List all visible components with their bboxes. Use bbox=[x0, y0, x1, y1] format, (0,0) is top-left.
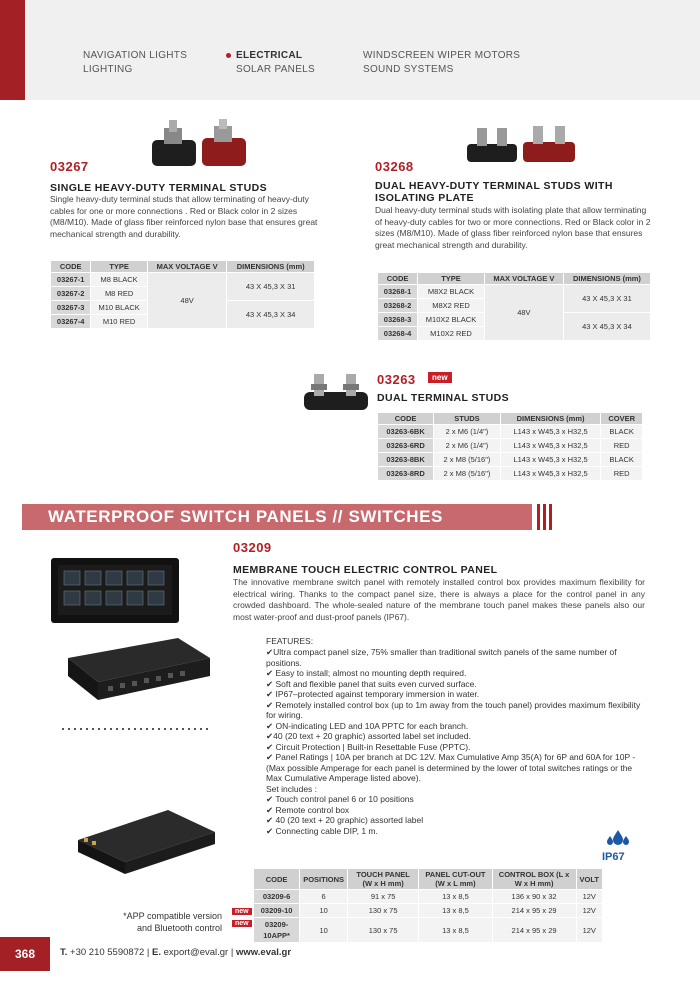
new-badge: new bbox=[428, 372, 452, 383]
table-row bbox=[254, 904, 603, 918]
footer-email[interactable]: export@eval.gr bbox=[163, 947, 229, 958]
product-code-03268: 03268 bbox=[375, 159, 414, 174]
nav-lighting[interactable]: LIGHTING bbox=[83, 64, 133, 75]
cell-dimensions: L143 x W45,3 x H32,5 bbox=[500, 467, 601, 481]
cell-dimensions: L143 x W45,3 x H32,5 bbox=[500, 425, 601, 439]
cell-code: 03209-10APP* bbox=[254, 918, 300, 943]
footer-phone[interactable]: +30 210 5590872 bbox=[70, 947, 145, 958]
new-badge: new bbox=[232, 920, 252, 927]
product-title-03268: DUAL HEAVY-DUTY TERMINAL STUDS WITH ISOLATING PLATE bbox=[375, 180, 613, 204]
product-title-03267: SINGLE HEAVY-DUTY TERMINAL STUDS bbox=[50, 182, 267, 194]
cell-studs: 2 x M6 (1/4") bbox=[434, 439, 501, 453]
th-type: TYPE bbox=[418, 273, 485, 285]
cell-panel-cutout: 13 x 8,5 bbox=[419, 904, 492, 918]
list-item: ✔ ON-indicating LED and 10A PPTC for each branch. bbox=[266, 720, 469, 731]
cell-code: 03267-1 bbox=[51, 273, 91, 287]
phone-label: T. bbox=[60, 947, 68, 958]
product-desc-03267: Single heavy-duty terminal studs that allow terminating of heavy-duty cables for one or more connections . Red or Black color in 2 sizes (M8/M10). Made of glass fiber reinforced nylon base that ensures great mechanical strength and durability. bbox=[50, 194, 318, 239]
section-stripe bbox=[543, 504, 546, 530]
cell-cover: RED bbox=[601, 439, 643, 453]
product-title-03263: DUAL TERMINAL STUDS bbox=[377, 392, 510, 404]
table-row bbox=[254, 890, 603, 904]
cell-voltage: 48V bbox=[147, 273, 227, 329]
cell-dimensions: 43 X 45,3 X 31 bbox=[227, 273, 315, 301]
cell-type: M8X2 BLACK bbox=[418, 285, 485, 299]
cell-type: M8X2 RED bbox=[418, 299, 485, 313]
active-dot-icon bbox=[226, 53, 231, 58]
th-dimensions: DIMENSIONS (mm) bbox=[227, 261, 315, 273]
cell-type: M10 BLACK bbox=[91, 301, 147, 315]
list-item: ✔ Panel Ratings | 10A per branch at DC 12V. Max Cumulative Amp 35(A) for 6P and 60A for 10P - (Max possible Amperage for each panel is determined by the lower of total switches ratings or the Max Cumulative Amperage listed above). bbox=[266, 752, 636, 783]
cell-panel-cutout: 13 x 8,5 bbox=[419, 890, 492, 904]
footer-separator: | bbox=[146, 947, 150, 958]
cell-cover: BLACK bbox=[601, 425, 643, 439]
cell-type: M10X2 BLACK bbox=[418, 313, 485, 327]
cell-code: 03263-6RD bbox=[378, 439, 434, 453]
app-note-line: and Bluetooth control bbox=[136, 923, 222, 933]
list-item: ✔ IP67–protected against temporary immersion in water. bbox=[266, 689, 480, 699]
cell-code: 03263-6BK bbox=[378, 425, 434, 439]
th-code: CODE bbox=[378, 413, 434, 425]
control-box-angle-image bbox=[70, 800, 220, 875]
list-item: ✔ Remote control box bbox=[266, 804, 350, 815]
cell-studs: 2 x M8 (5/16") bbox=[434, 453, 501, 467]
new-badge: new bbox=[232, 908, 252, 915]
spec-table-03263 bbox=[377, 412, 643, 481]
list-item: ✔ Soft and flexible panel that suits even curved surface. bbox=[266, 678, 477, 689]
cell-volt: 12V bbox=[576, 890, 602, 904]
nav-electrical[interactable]: ELECTRICAL bbox=[236, 50, 303, 61]
dual-terminal-studs-image bbox=[300, 368, 372, 418]
table-row bbox=[378, 467, 643, 481]
cell-dimensions: L143 x W45,3 x H32,5 bbox=[500, 439, 601, 453]
cell-code: 03268-2 bbox=[378, 299, 418, 313]
cell-touch-panel: 130 x 75 bbox=[348, 918, 419, 943]
nav-navigation-lights[interactable]: NAVIGATION LIGHTS bbox=[83, 50, 188, 61]
th-code: CODE bbox=[378, 273, 418, 285]
nav-solar-panels[interactable]: SOLAR PANELS bbox=[236, 64, 316, 75]
cell-control-box: 214 x 95 x 29 bbox=[492, 918, 576, 943]
list-item: ✔ Easy to install; almost no mounting depth required. bbox=[266, 668, 467, 678]
section-title: WATERPROOF SWITCH PANELS // SWITCHES bbox=[48, 507, 443, 526]
cell-positions: 10 bbox=[300, 918, 348, 943]
nav-wiper-motors[interactable]: WINDSCREEN WIPER MOTORS bbox=[363, 50, 521, 61]
th-touch-panel: TOUCH PANEL (W x H mm) bbox=[348, 869, 419, 890]
spec-table-03268 bbox=[377, 272, 651, 341]
cell-panel-cutout: 13 x 8,5 bbox=[419, 918, 492, 943]
cell-code: 03268-4 bbox=[378, 327, 418, 341]
cell-dimensions: L143 x W45,3 x H32,5 bbox=[500, 453, 601, 467]
product-code-03267: 03267 bbox=[50, 159, 89, 174]
th-dimensions: DIMENSIONS (mm) bbox=[500, 413, 601, 425]
product-code-03209: 03209 bbox=[233, 540, 272, 555]
th-cover: COVER bbox=[601, 413, 643, 425]
th-positions: POSITIONS bbox=[300, 869, 348, 890]
cell-touch-panel: 91 x 75 bbox=[348, 890, 419, 904]
cell-code: 03267-4 bbox=[51, 315, 91, 329]
product-desc-03209: The innovative membrane switch panel with remotely installed control box provides maximum flexibility for electrical wiring. Thanks to the compact panel size, there is always a place for the control panel in any crowded dashboard. The whole-sealed nature of the membrane touch panel makes these panels also our most water-proof and dust-proof panels (IP67). bbox=[233, 577, 645, 622]
dual-terminal-stud-image bbox=[465, 118, 580, 173]
section-stripe bbox=[549, 504, 552, 530]
table-row bbox=[254, 918, 603, 943]
cell-dimensions: 43 X 45,3 X 31 bbox=[563, 285, 650, 313]
table-row bbox=[51, 273, 315, 287]
cell-voltage: 48V bbox=[484, 285, 563, 341]
list-item: ✔ Touch control panel 6 or 10 positions bbox=[266, 794, 414, 804]
list-item: ✔40 (20 text + 20 graphic) assorted label set included. bbox=[266, 731, 471, 741]
cable-divider bbox=[60, 725, 210, 733]
cell-code: 03209-6 bbox=[254, 890, 300, 904]
th-studs: STUDS bbox=[434, 413, 501, 425]
cell-touch-panel: 130 x 75 bbox=[348, 904, 419, 918]
cell-type: M10X2 RED bbox=[418, 327, 485, 341]
water-drops-icon bbox=[606, 828, 630, 850]
cell-code: 03267-3 bbox=[51, 301, 91, 315]
cell-control-box: 136 x 90 x 32 bbox=[492, 890, 576, 904]
section-bar bbox=[22, 504, 532, 530]
th-dimensions: DIMENSIONS (mm) bbox=[563, 273, 650, 285]
list-item: ✔ Connecting cable DIP, 1 m. bbox=[266, 825, 378, 836]
th-code: CODE bbox=[51, 261, 91, 273]
footer-website[interactable]: www.eval.gr bbox=[235, 947, 292, 958]
product-title-03209: MEMBRANE TOUCH ELECTRIC CONTROL PANEL bbox=[233, 564, 498, 576]
section-stripe bbox=[537, 504, 540, 530]
product-desc-03268: Dual heavy-duty terminal studs with isolating plate that allow terminating of heavy-duty cables for two or more connections. Red or Black color in 2 sizes (M8/M10). Made of glass fiber reinforced nylon base that ensures great mechanical strength and durability. bbox=[375, 205, 651, 250]
cell-cover: RED bbox=[601, 467, 643, 481]
nav-sound-systems[interactable]: SOUND SYSTEMS bbox=[363, 64, 454, 75]
email-label: E. bbox=[152, 947, 161, 958]
table-row bbox=[378, 425, 643, 439]
includes-label: Set includes : bbox=[266, 783, 318, 794]
cell-code: 03268-3 bbox=[378, 313, 418, 327]
th-panel-cutout: PANEL CUT-OUT (W x L mm) bbox=[419, 869, 492, 890]
cell-volt: 12V bbox=[576, 918, 602, 943]
cell-positions: 6 bbox=[300, 890, 348, 904]
list-item: ✔Ultra compact panel size, 75% smaller than traditional switch panels of the same number of positions. bbox=[266, 647, 617, 668]
cell-code: 03267-2 bbox=[51, 287, 91, 301]
th-type: TYPE bbox=[91, 261, 147, 273]
table-row bbox=[378, 285, 651, 299]
features-label: FEATURES: bbox=[266, 636, 314, 646]
spec-table-03267 bbox=[50, 260, 315, 329]
th-voltage: MAX VOLTAGE V bbox=[484, 273, 563, 285]
cell-dimensions: 43 X 45,3 X 34 bbox=[227, 301, 315, 329]
header-red-bar bbox=[0, 0, 25, 100]
list-item: ✔ Circuit Protection | Built-in Resettable Fuse (PPTC). bbox=[266, 741, 471, 752]
app-note bbox=[90, 910, 222, 934]
product-code-03263: 03263 bbox=[377, 372, 416, 387]
cell-type: M10 RED bbox=[91, 315, 147, 329]
cell-studs: 2 x M6 (1/4") bbox=[434, 425, 501, 439]
features-list bbox=[266, 647, 648, 836]
spec-table-03209 bbox=[253, 868, 603, 943]
cell-code: 03209-10 bbox=[254, 904, 300, 918]
cell-positions: 10 bbox=[300, 904, 348, 918]
control-box-image bbox=[58, 628, 216, 708]
cell-volt: 12V bbox=[576, 904, 602, 918]
cell-studs: 2 x M8 (5/16") bbox=[434, 467, 501, 481]
cell-cover: BLACK bbox=[601, 453, 643, 467]
th-code: CODE bbox=[254, 869, 300, 890]
ip67-label: IP67 bbox=[602, 851, 625, 863]
table-row bbox=[378, 439, 643, 453]
terminal-stud-image bbox=[150, 118, 250, 173]
footer-separator: | bbox=[230, 947, 234, 958]
footer-contact bbox=[60, 947, 291, 958]
list-item: ✔ Remotely installed control box (up to 1m away from the touch panel) provides maximum flexibility for wiring. bbox=[266, 699, 641, 720]
cell-code: 03268-1 bbox=[378, 285, 418, 299]
cell-control-box: 214 x 95 x 29 bbox=[492, 904, 576, 918]
cell-dimensions: 43 X 45,3 X 34 bbox=[563, 313, 650, 341]
th-control-box: CONTROL BOX (L x W x H mm) bbox=[492, 869, 576, 890]
table-row bbox=[378, 453, 643, 467]
cell-type: M8 BLACK bbox=[91, 273, 147, 287]
cell-code: 03263-8RD bbox=[378, 467, 434, 481]
app-note-line: *APP compatible version bbox=[123, 911, 222, 921]
touch-panel-image bbox=[50, 557, 180, 624]
list-item: ✔ 40 (20 text + 20 graphic) assorted label bbox=[266, 815, 424, 825]
th-voltage: MAX VOLTAGE V bbox=[147, 261, 227, 273]
page-number: 368 bbox=[0, 937, 50, 971]
cell-type: M8 RED bbox=[91, 287, 147, 301]
cell-code: 03263-8BK bbox=[378, 453, 434, 467]
th-volt: VOLT bbox=[576, 869, 602, 890]
